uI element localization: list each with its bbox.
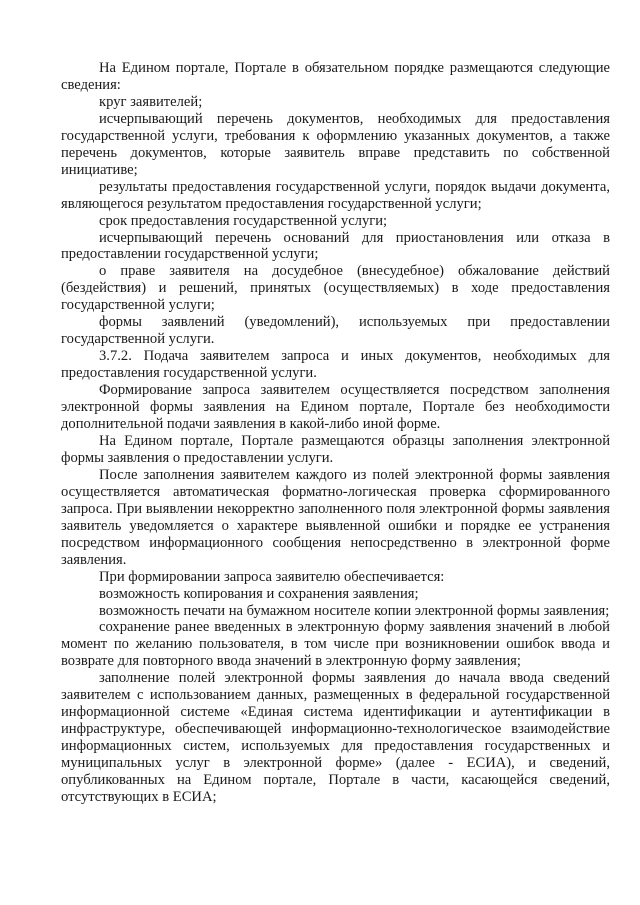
section-heading: 3.7.2. Подача заявителем запроса и иных документов, необходимых для предоставления государственной услуги. — [61, 348, 610, 382]
paragraph: Формирование запроса заявителем осуществляется посредством заполнения электронной формы заявления на Едином портале, Портале без необходимости дополнительной подачи заявления в какой-либо иной форме. — [61, 382, 610, 433]
paragraph: возможность печати на бумажном носителе копии электронной формы заявления; — [99, 602, 610, 619]
paragraph: круг заявителей; — [99, 93, 203, 110]
paragraph: возможность копирования и сохранения заявления; — [99, 585, 419, 602]
paragraph: срок предоставления государственной услуги; — [99, 212, 388, 229]
paragraph: На Едином портале, Портале в обязательном порядке размещаются следующие сведения: — [61, 60, 610, 93]
document-page — [61, 60, 610, 806]
paragraph: о праве заявителя на досудебное (внесудебное) обжалование действий (бездействия) и решений, принятых (осуществляемых) в ходе предоставления государственной услуги; — [61, 263, 610, 314]
paragraph: сохранение ранее введенных в электронную форму заявления значений в любой момент по желанию пользователя, в том числе при возникновении ошибок ввода и возврате для повторного ввода значений в электронную форму заявления; — [61, 619, 610, 670]
paragraph: заполнение полей электронной формы заявления до начала ввода сведений заявителем с использованием данных, размещенных в федеральной государственной информационной системе «Единая система идентификации и аутентификации в инфраструктуре, обеспечивающей информационно-технологическое взаимодействие информационных систем, используемых для предоставления государственных и муниципальных услуг в электронной форме» (далее - ЕСИА), и сведений, опубликованных на Едином портале, Портале в части, касающейся сведений, отсутствующих в ЕСИА; — [61, 670, 610, 805]
paragraph: При формировании запроса заявителю обеспечивается: — [99, 568, 445, 585]
paragraph: На Едином портале, Портале размещаются образцы заполнения электронной формы заявления о предоставлении услуги. — [61, 432, 610, 466]
paragraph: исчерпывающий перечень документов, необходимых для предоставления государственной услуги, требования к оформлению указанных документов, а также перечень документов, которые заявитель вправе представить по собственной инициативе; — [61, 110, 610, 178]
paragraph: После заполнения заявителем каждого из полей электронной формы заявления осуществляется автоматическая форматно-логическая проверка сформированного запроса. При выявлении некорректно заполненного поля электронной формы заявления заявитель уведомляется о характере выявленной ошибки и порядке ее устранения посредством информационного сообщения непосредственно в электронной форме заявления. — [61, 466, 610, 568]
paragraph: результаты предоставления государственной услуги, порядок выдачи документа, являющегося результатом предоставления государственной услуги; — [61, 178, 610, 212]
paragraph: исчерпывающий перечень оснований для приостановления или отказа в предоставлении государственной услуги; — [61, 229, 610, 263]
paragraph: формы заявлений (уведомлений), используемых при предоставлении государственной услуги. — [61, 314, 610, 348]
